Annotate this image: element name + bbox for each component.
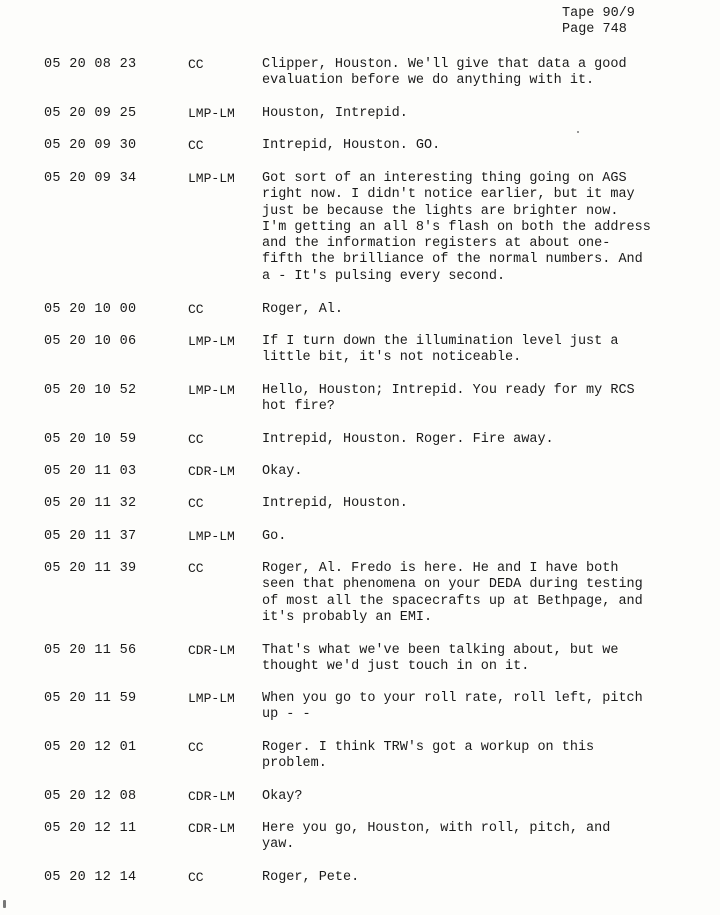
entry-text: That's what we've been talking about, but we thought we'd just touch in on it. bbox=[262, 643, 619, 675]
entry-text: Hello, Houston; Intrepid. You ready for my RCS hot fire? bbox=[262, 383, 635, 415]
entry-text: Go. bbox=[262, 529, 287, 544]
entry-text: Okay? bbox=[262, 789, 303, 804]
entry-timestamp: 05 20 11 37 bbox=[44, 529, 137, 544]
paper-speck bbox=[3, 900, 6, 908]
entry-timestamp: 05 20 12 01 bbox=[44, 740, 137, 755]
entry-speaker: CDR-LM bbox=[188, 789, 235, 804]
entry-timestamp: 05 20 08 23 bbox=[44, 57, 137, 72]
entry-speaker: CC bbox=[188, 57, 204, 72]
entry-speaker: CDR-LM bbox=[188, 821, 235, 836]
entry-speaker: CC bbox=[188, 496, 204, 511]
entry-text: Okay. bbox=[262, 464, 303, 479]
entry-timestamp: 05 20 10 52 bbox=[44, 383, 137, 398]
entry-speaker: LMP-LM bbox=[188, 171, 235, 186]
entry-text: Roger. I think TRW's got a workup on this problem. bbox=[262, 740, 595, 772]
entry-text: Roger, Pete. bbox=[262, 870, 360, 885]
entry-speaker: CC bbox=[188, 302, 204, 317]
entry-speaker: CC bbox=[188, 740, 204, 755]
entry-speaker: CC bbox=[188, 870, 204, 885]
entry-speaker: CC bbox=[188, 138, 204, 153]
entry-timestamp: 05 20 09 34 bbox=[44, 171, 137, 186]
entry-timestamp: 05 20 09 30 bbox=[44, 138, 137, 153]
entry-speaker: LMP-LM bbox=[188, 691, 235, 706]
entry-speaker: LMP-LM bbox=[188, 106, 235, 121]
entry-text: Intrepid, Houston. GO. bbox=[262, 138, 441, 153]
entry-timestamp: 05 20 11 03 bbox=[44, 464, 137, 479]
tape-number: Tape 90/9 bbox=[562, 6, 635, 21]
paper-speck bbox=[577, 131, 579, 133]
entry-timestamp: 05 20 12 14 bbox=[44, 870, 137, 885]
entry-text: Got sort of an interesting thing going on AGS right now. I didn't notice earlier, but it may just be because the lights are brighter now. I'm getting an all 8's flash on both the address and the information registers at about one- fifth the brilliance of the normal numbers. And a - It's pulsing every second. bbox=[262, 171, 651, 284]
entry-speaker: CC bbox=[188, 432, 204, 447]
entry-speaker: CC bbox=[188, 561, 204, 576]
entry-text: Intrepid, Houston. Roger. Fire away. bbox=[262, 432, 554, 447]
entry-text: When you go to your roll rate, roll left, pitch up - - bbox=[262, 691, 643, 723]
entry-timestamp: 05 20 12 08 bbox=[44, 789, 137, 804]
entry-timestamp: 05 20 11 39 bbox=[44, 561, 137, 576]
entry-text: Houston, Intrepid. bbox=[262, 106, 408, 121]
entry-timestamp: 05 20 11 32 bbox=[44, 496, 137, 511]
entry-speaker: CDR-LM bbox=[188, 643, 235, 658]
entry-text: Here you go, Houston, with roll, pitch, and yaw. bbox=[262, 821, 611, 853]
entry-speaker: LMP-LM bbox=[188, 383, 235, 398]
entry-text: Clipper, Houston. We'll give that data a good evaluation before we do anything with it. bbox=[262, 57, 627, 89]
entry-timestamp: 05 20 09 25 bbox=[44, 106, 137, 121]
entry-timestamp: 05 20 10 59 bbox=[44, 432, 137, 447]
entry-text: Roger, Al. Fredo is here. He and I have both seen that phenomena on your DEDA during testing of most all the spacecrafts up at Bethpage, and it's probably an EMI. bbox=[262, 561, 643, 625]
entry-timestamp: 05 20 10 06 bbox=[44, 334, 137, 349]
entry-timestamp: 05 20 10 00 bbox=[44, 302, 137, 317]
entry-text: Roger, Al. bbox=[262, 302, 344, 317]
entry-speaker: CDR-LM bbox=[188, 464, 235, 479]
entry-timestamp: 05 20 12 11 bbox=[44, 821, 137, 836]
page-header bbox=[562, 6, 635, 38]
entry-timestamp: 05 20 11 59 bbox=[44, 691, 137, 706]
entry-text: Intrepid, Houston. bbox=[262, 496, 408, 511]
entry-timestamp: 05 20 11 56 bbox=[44, 643, 137, 658]
entry-text: If I turn down the illumination level just a little bit, it's not noticeable. bbox=[262, 334, 619, 366]
page-number: Page 748 bbox=[562, 22, 627, 37]
entry-speaker: LMP-LM bbox=[188, 334, 235, 349]
entry-speaker: LMP-LM bbox=[188, 529, 235, 544]
